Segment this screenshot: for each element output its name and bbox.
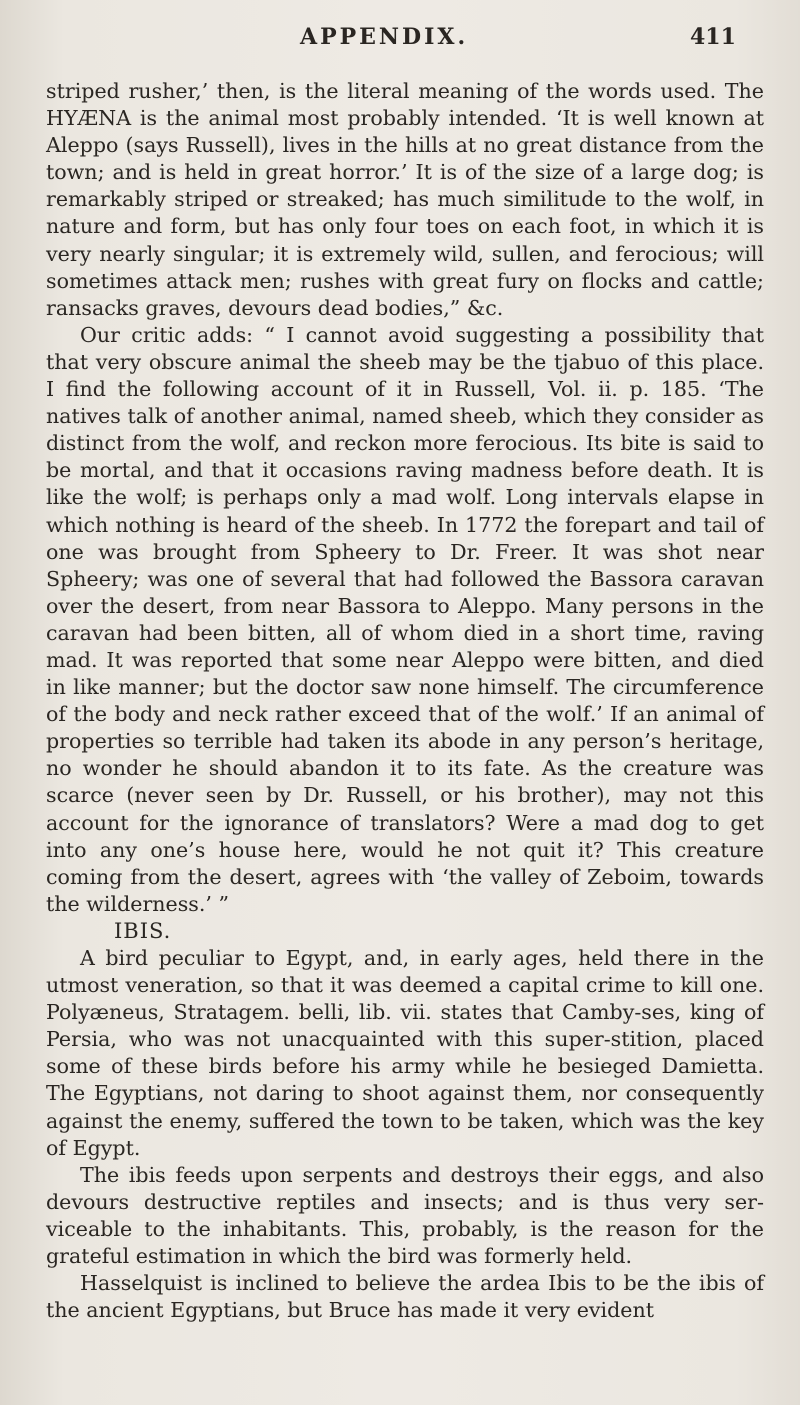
section-heading-ibis: IBIS. (114, 918, 172, 943)
page-body (46, 78, 764, 1324)
paragraph-hasselquist: Hasselquist is inclined to believe the ardea Ibis to be the ibis of the ancient Egyptians, but Bruce has made it very evident (46, 1271, 764, 1323)
paragraph-sheeb: Our critic adds: “ I cannot avoid suggesting a possibility that that very obscure animal the sheeb may be the tjabuo of this place. I find the following account of it in Russell, Vol. ii. p. 185. ‘The natives talk of another animal, named sheeb, which they consider as distinct from the wolf, and reckon more ferocious. Its bite is said to be mortal, and that it occasions raving madness before death. It is like the wolf; is perhaps only a mad wolf. Long intervals elapse in which nothing is heard of the sheeb. In 1772 the forepart and tail of one was brought from Spheery to Dr. Freer. It was shot near Spheery; was one of several that had followed the Bassora caravan over the desert, from near Bassora to Aleppo. Many persons in the caravan had been bitten, all of whom died in a short time, raving mad. It was reported that some near Aleppo were bitten, and died in like manner; but the doctor saw none himself. The circumference of the body and neck rather exceed that of the wolf.’ If an animal of properties so terrible had taken its abode in any person’s heritage, no wonder he should abandon it to its fate. As the creature was scarce (never seen by Dr. Russell, or his brother), may not this account for the ignorance of translators? Were a mad dog to get into any one’s house here, would he not quit it? This creature coming from the desert, agrees with ‘the valley of Zeboim, towards the wilderness.’ ” (46, 322, 764, 916)
page-header (0, 24, 800, 60)
paragraph-ibis-feeding: The ibis feeds upon serpents and destroys their eggs, and also devours destructive reptiles and insects; and is thus very ser-viceable to the inhabitants. This, probably, is the reason for the grateful estimation in which the bird was formerly held. (46, 1162, 764, 1269)
paragraph-ibis-veneration: A bird peculiar to Egypt, and, in early ages, held there in the utmost veneration, so that it was deemed a capital crime to kill one. Polyæneus, Stratagem. belli, lib. vii. states that Camby-ses, king of Persia, who was not unacquainted with this super-stition, placed some of these birds before his army while he besieged Damietta. The Egyptians, not daring to shoot against them, nor consequently against the enemy, suffered the town to be taken, which was the key of Egypt. (46, 946, 764, 1160)
running-head: APPENDIX. (300, 24, 469, 50)
page-number: 411 (690, 24, 736, 50)
paragraph-hyaena-continued: striped rusher,’ then, is the literal meaning of the words used. The HYÆNA is the animal most probably intended. ‘It is well known at Aleppo (says Russell), lives in the hills at no great distance from the town; and is held in great horror.’ It is of the size of a large dog; is remarkably striped or streaked; has much similitude to the wolf, in nature and form, but has only four toes on each foot, in which it is very nearly singular; it is extremely wild, sullen, and ferocious; will sometimes attack men; rushes with great fury on flocks and cattle; ransacks graves, devours dead bodies,” &c. (46, 79, 764, 320)
